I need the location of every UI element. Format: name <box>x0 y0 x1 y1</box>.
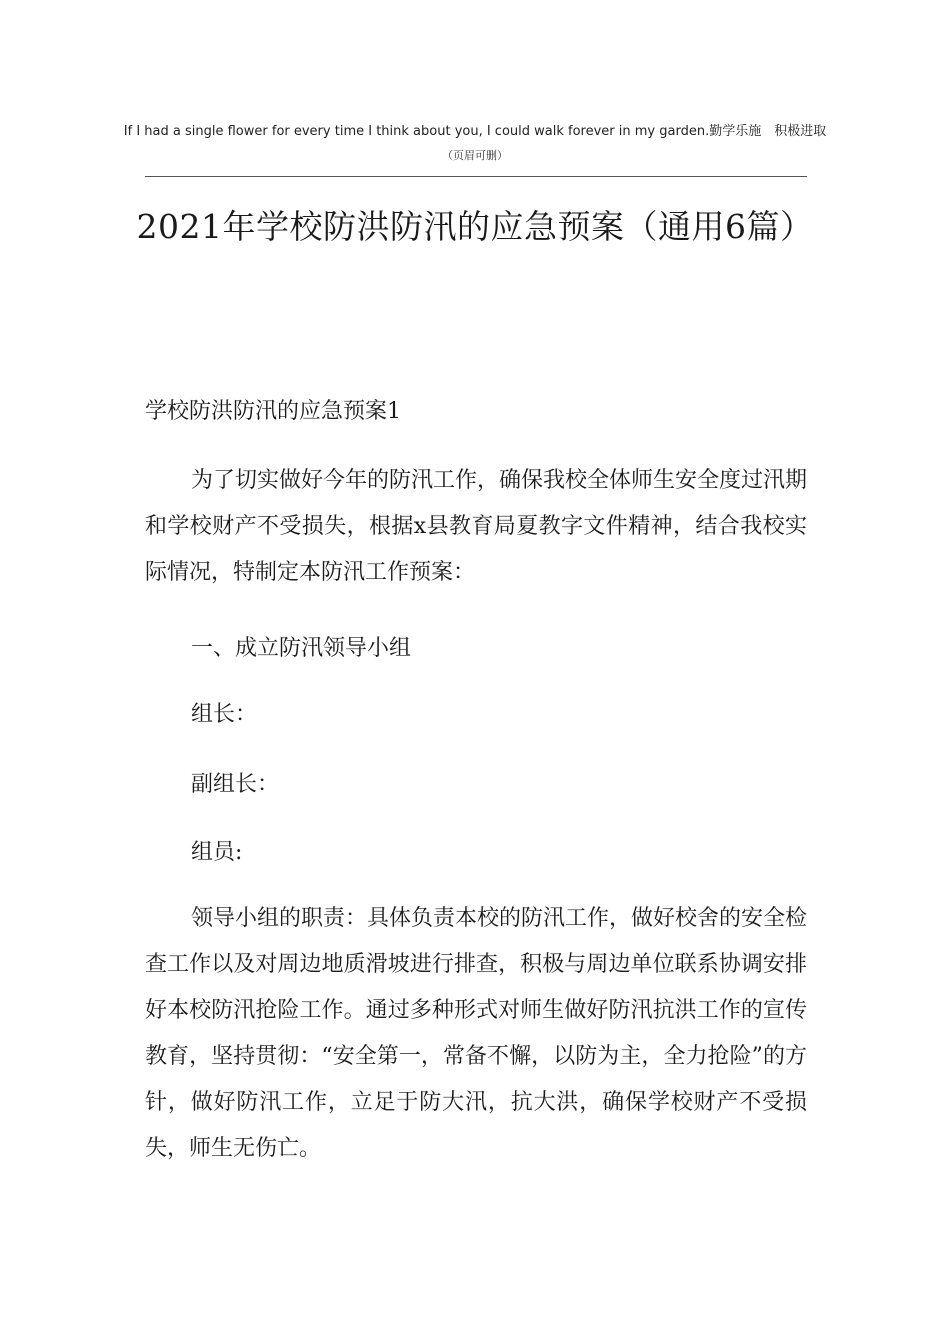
paragraph-duties: 领导小组的职责：具体负责本校的防汛工作，做好校舍的安全检查工作以及对周边地质滑坡进行排查，积极与周边单位联系协调安排好本校防汛抢险工作。通过多种形式对师生做好防汛抗洪工作的宣传教育，坚持贯彻：“安全第一，常备不懈，以防为主，全力抢险”的方针，做好防汛工作，立足于防大汛，抗大洪，确保学校财产不受损失，师生无伤亡。 <box>145 906 808 1161</box>
paragraph-deputy-leader: 副组长： <box>191 772 280 797</box>
paragraph-item-1: 一、成立防汛领导小组 <box>191 636 412 661</box>
paragraph-members: 组员: <box>191 840 243 865</box>
section-heading: 学校防洪防汛的应急预案1 <box>145 399 401 424</box>
page-header-text: If I had a single flower for every time I think about you, I could walk forever in my garden.勤学乐施 积极进取 <box>123 124 827 139</box>
paragraph-leader: 组长： <box>191 702 258 727</box>
document-title: 2021年学校防洪防汛的应急预案（通用6篇） <box>136 207 814 246</box>
page-header-note: （页眉可删） <box>442 149 508 162</box>
header-divider <box>145 176 807 177</box>
paragraph-intro: 为了切实做好今年的防汛工作，确保我校全体师生安全度过汛期和学校财产不受损失，根据x县教育局夏教字文件精神，结合我校实际情况，特制定本防汛工作预案： <box>145 468 808 585</box>
